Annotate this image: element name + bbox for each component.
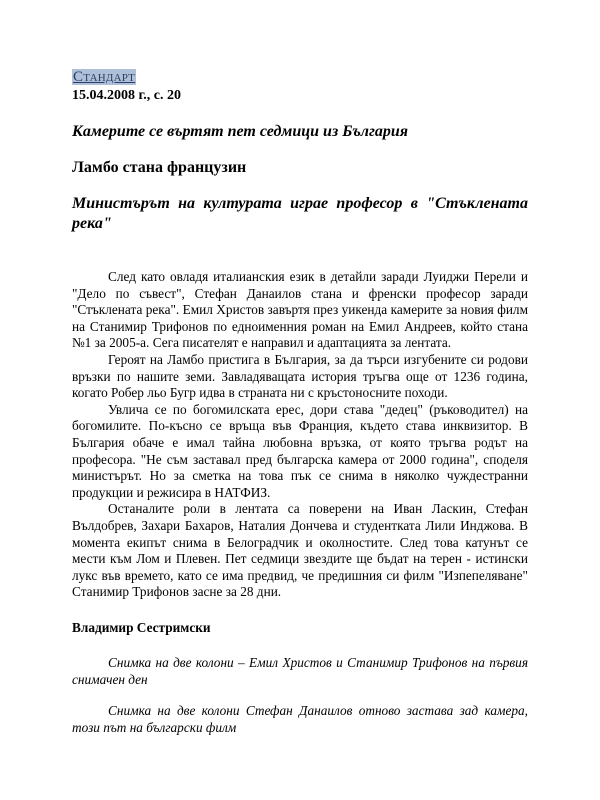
body-paragraph: След като овладя италианския език в детайли заради Луиджи Перели и "Дело по съвест", Стефан Данаилов стана и френски професор заради "Стъклената река". Емил Христов завъртя през уикенда камерите за новия филм на Станимир Трифонов по едноименния роман на Емил Андреев, който стана №1 за 2005-а. Сега писателят е направил и адаптацията за лентата. — [72, 269, 528, 351]
secondary-headline: Ламбо стана французин — [72, 159, 247, 176]
article-body — [72, 269, 528, 601]
author-name: Владимир Сестримски — [72, 619, 211, 635]
main-headline: Камерите се въртят пет седмици из България — [72, 123, 409, 140]
photo-caption: Снимка на две колони Стефан Данаилов отново заставa зад камера, този път на български филм — [72, 702, 528, 735]
newspaper-logo[interactable]: Стандарт — [73, 69, 136, 85]
photo-caption: Снимка на две колони – Емил Христов и Станимир Трифонов на първия снимачен ден — [72, 654, 528, 687]
source-header — [72, 68, 528, 104]
body-paragraph: Героят на Ламбо пристига в България, за да търси изгубените си родови връзки по нашите земи. Завладяващата история тръгва още от 1236 година, когато Робер льо Бугр идва в страната ни с кръстоносните походи. — [72, 351, 528, 401]
body-paragraph: Увлича се по богомилската ерес, дори става "дедец" (ръководител) на богомилите. По-късно се връща във Франция, където става инквизитор. В България обаче е имал тайна любовна връзка, от която тръгва родът на професора. "Не съм заставал пред българска камера от 2000 година", споделя министърът. Но за сметка на това пък се снима в няколко чуждестранни продукции и режисира в НАТФИЗ. — [72, 401, 528, 500]
document-page — [72, 68, 528, 736]
publication-date-page: 15.04.2008 г., с. 20 — [72, 88, 181, 103]
body-paragraph: Останалите роли в лентата са поверени на Иван Ласкин, Стефан Вълдобрев, Захари Бахаров, Наталия Дончева и студентката Лили Инджова. В момента екипът снима в Белоградчик и околностите. След това катунът се мести към Лом и Плевен. Пет седмици звездите ще бъдат на терен - истински лукс във времето, като се има предвид, че предишния си филм "Изпепеляване" Станимир Трифонов засне за 28 дни. — [72, 501, 528, 600]
subtitle-headline: Министърът на културата играе професор в "Стъклената река" — [72, 195, 528, 232]
